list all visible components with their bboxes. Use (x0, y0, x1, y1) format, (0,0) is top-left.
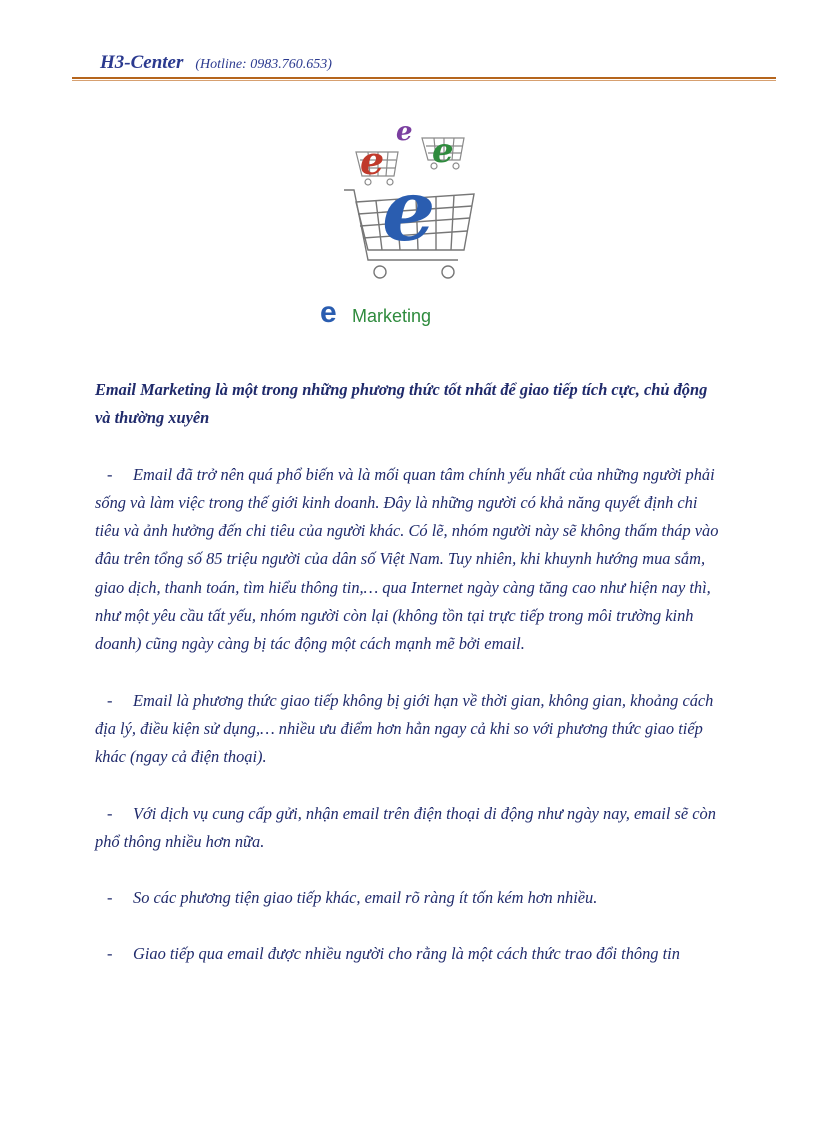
article-body (95, 376, 725, 997)
bullet-item (95, 940, 725, 968)
bullet-text: Với dịch vụ cung cấp gửi, nhận email trên điện thoại di động như ngày nay, email sẽ còn phổ thông nhiều hơn nữa. (95, 803, 716, 851)
bullet-text: Email đã trở nên quá phổ biến và là mối quan tâm chính yếu nhất của những người phải sống và làm việc trong thế giới kinh doanh. Đây là những người có khả năng quyết định chi tiêu và ảnh hưởng đến chi tiêu của người khác. Có lẽ, nhóm người này sẽ không thấm tháp vào đâu trên tổng số 85 triệu người của dân số Việt Nam. Tuy nhiên, khi khuynh hướng mua sắm, giao dịch, thanh toán, tìm hiểu thông tin,… qua Internet ngày càng tăng cao như hiện nay thì, như một yêu cầu tất yếu, nhóm người còn lại (không tồn tại trực tiếp trong môi trường kinh doanh) cũng ngày càng bị tác động một cách mạnh mẽ bởi email. (95, 464, 719, 654)
article-title: Email Marketing là một trong những phương thức tốt nhất để giao tiếp tích cực, chủ động và thường xuyên (95, 380, 708, 428)
hotline-text: (Hotline: 0983.760.653) (195, 57, 332, 72)
shopping-cart-icon (338, 110, 488, 300)
bullet-item (95, 461, 725, 659)
svg-text:e: e (382, 161, 436, 260)
page-header (100, 52, 332, 74)
bullet-text: So các phương tiện giao tiếp khác, email rõ ràng ít tốn kém hơn nhiều. (133, 888, 598, 908)
header-divider-shadow (72, 80, 776, 81)
logo-label: Marketing (352, 306, 432, 326)
bullet-text: Email là phương thức giao tiếp không bị giới hạn về thời gian, không gian, khoảng cách địa lý, điều kiện sử dụng,… nhiều ưu điểm hơn hẳn ngay cả khi so với phương thức giao tiếp khác (ngay cả điện thoại). (95, 690, 714, 767)
bullet-dash: - (107, 803, 113, 823)
svg-text:e: e (360, 138, 385, 183)
bullet-dash: - (107, 690, 113, 710)
bullet-item (95, 687, 725, 772)
bullet-dash: - (107, 944, 113, 964)
svg-text:e: e (396, 117, 413, 147)
logo-letter-e: e (320, 296, 337, 329)
svg-text:e: e (432, 131, 454, 171)
brand-name: H3-Center (100, 52, 184, 73)
bullet-item (95, 884, 725, 912)
bullet-text: Giao tiếp qua email được nhiều người cho rằng là một cách thức trao đổi thông tin (133, 944, 680, 964)
bullet-dash: - (107, 888, 113, 908)
bullet-item (95, 800, 725, 857)
bullet-dash: - (107, 464, 113, 484)
header-divider (72, 77, 776, 79)
